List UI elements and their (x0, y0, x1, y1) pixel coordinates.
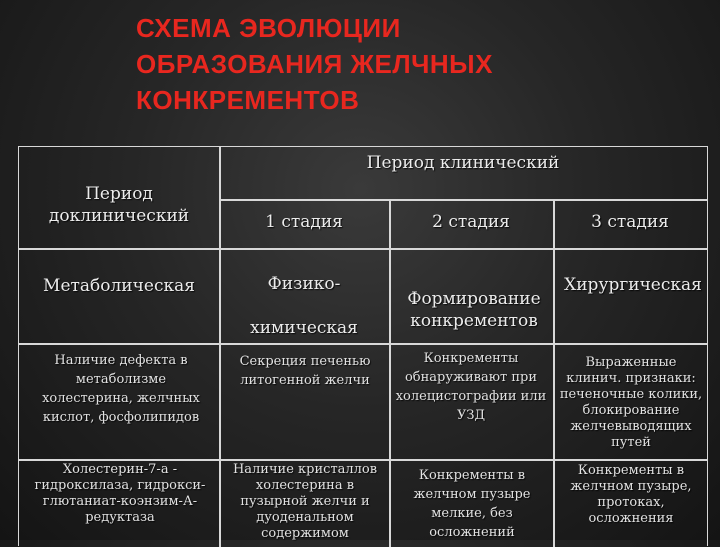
header-stage-1: 1 стадия (265, 212, 343, 232)
grid-line (389, 199, 391, 547)
row2-stage3: Выраженные клинич. признаки: печеночные колики, блокирование желчевыводящих путей (559, 355, 703, 450)
grid-line (219, 199, 707, 201)
row3-stage1: Наличие кристаллов холестерина в пузырной желчи и дуоденальном содержимом (232, 462, 378, 541)
evolution-table (18, 146, 708, 546)
row3-stage2: Конкременты в желчном пузыре мелкие, без осложнений (413, 468, 531, 540)
row1-stage1-line2: химическая (250, 318, 358, 338)
header-stage-3: 3 стадия (591, 212, 669, 232)
grid-line (19, 343, 707, 345)
title-line-3: КОНКРЕМЕНТОВ (136, 85, 360, 115)
header-clinical: Период клинический (366, 153, 560, 173)
row3-preclinical: Холестерин-7-а - гидроксилаза, гидрокси-глютаниат-коэнзим-А-редуктаза (34, 462, 206, 525)
grid-line (553, 199, 555, 547)
title-line-2: ОБРАЗОВАНИЯ ЖЕЛЧНЫХ (136, 49, 493, 79)
row1-stage1-line1: Физико- (267, 274, 341, 294)
row2-preclinical: Наличие дефекта в метаболизме холестерина, желчных кислот, фосфолипидов (42, 353, 200, 425)
row1-stage3: Хирургическая (564, 275, 702, 295)
title-line-1: СХЕМА ЭВОЛЮЦИИ (136, 13, 401, 43)
row1-stage2: Формирование конкрементов (407, 289, 541, 331)
row2-stage2: Конкременты обнаруживают при холецистографии или УЗД (395, 351, 547, 423)
grid-line (19, 248, 707, 250)
row3-stage3: Конкременты в желчном пузыре, протоках, осложнения (570, 463, 692, 526)
header-preclinical: Период доклинический (48, 184, 190, 226)
slide-title (136, 10, 696, 118)
row2-stage1: Секреция печенью литогенной желчи (239, 354, 371, 388)
row1-preclinical: Метаболическая (43, 276, 195, 296)
header-stage-2: 2 стадия (432, 212, 510, 232)
